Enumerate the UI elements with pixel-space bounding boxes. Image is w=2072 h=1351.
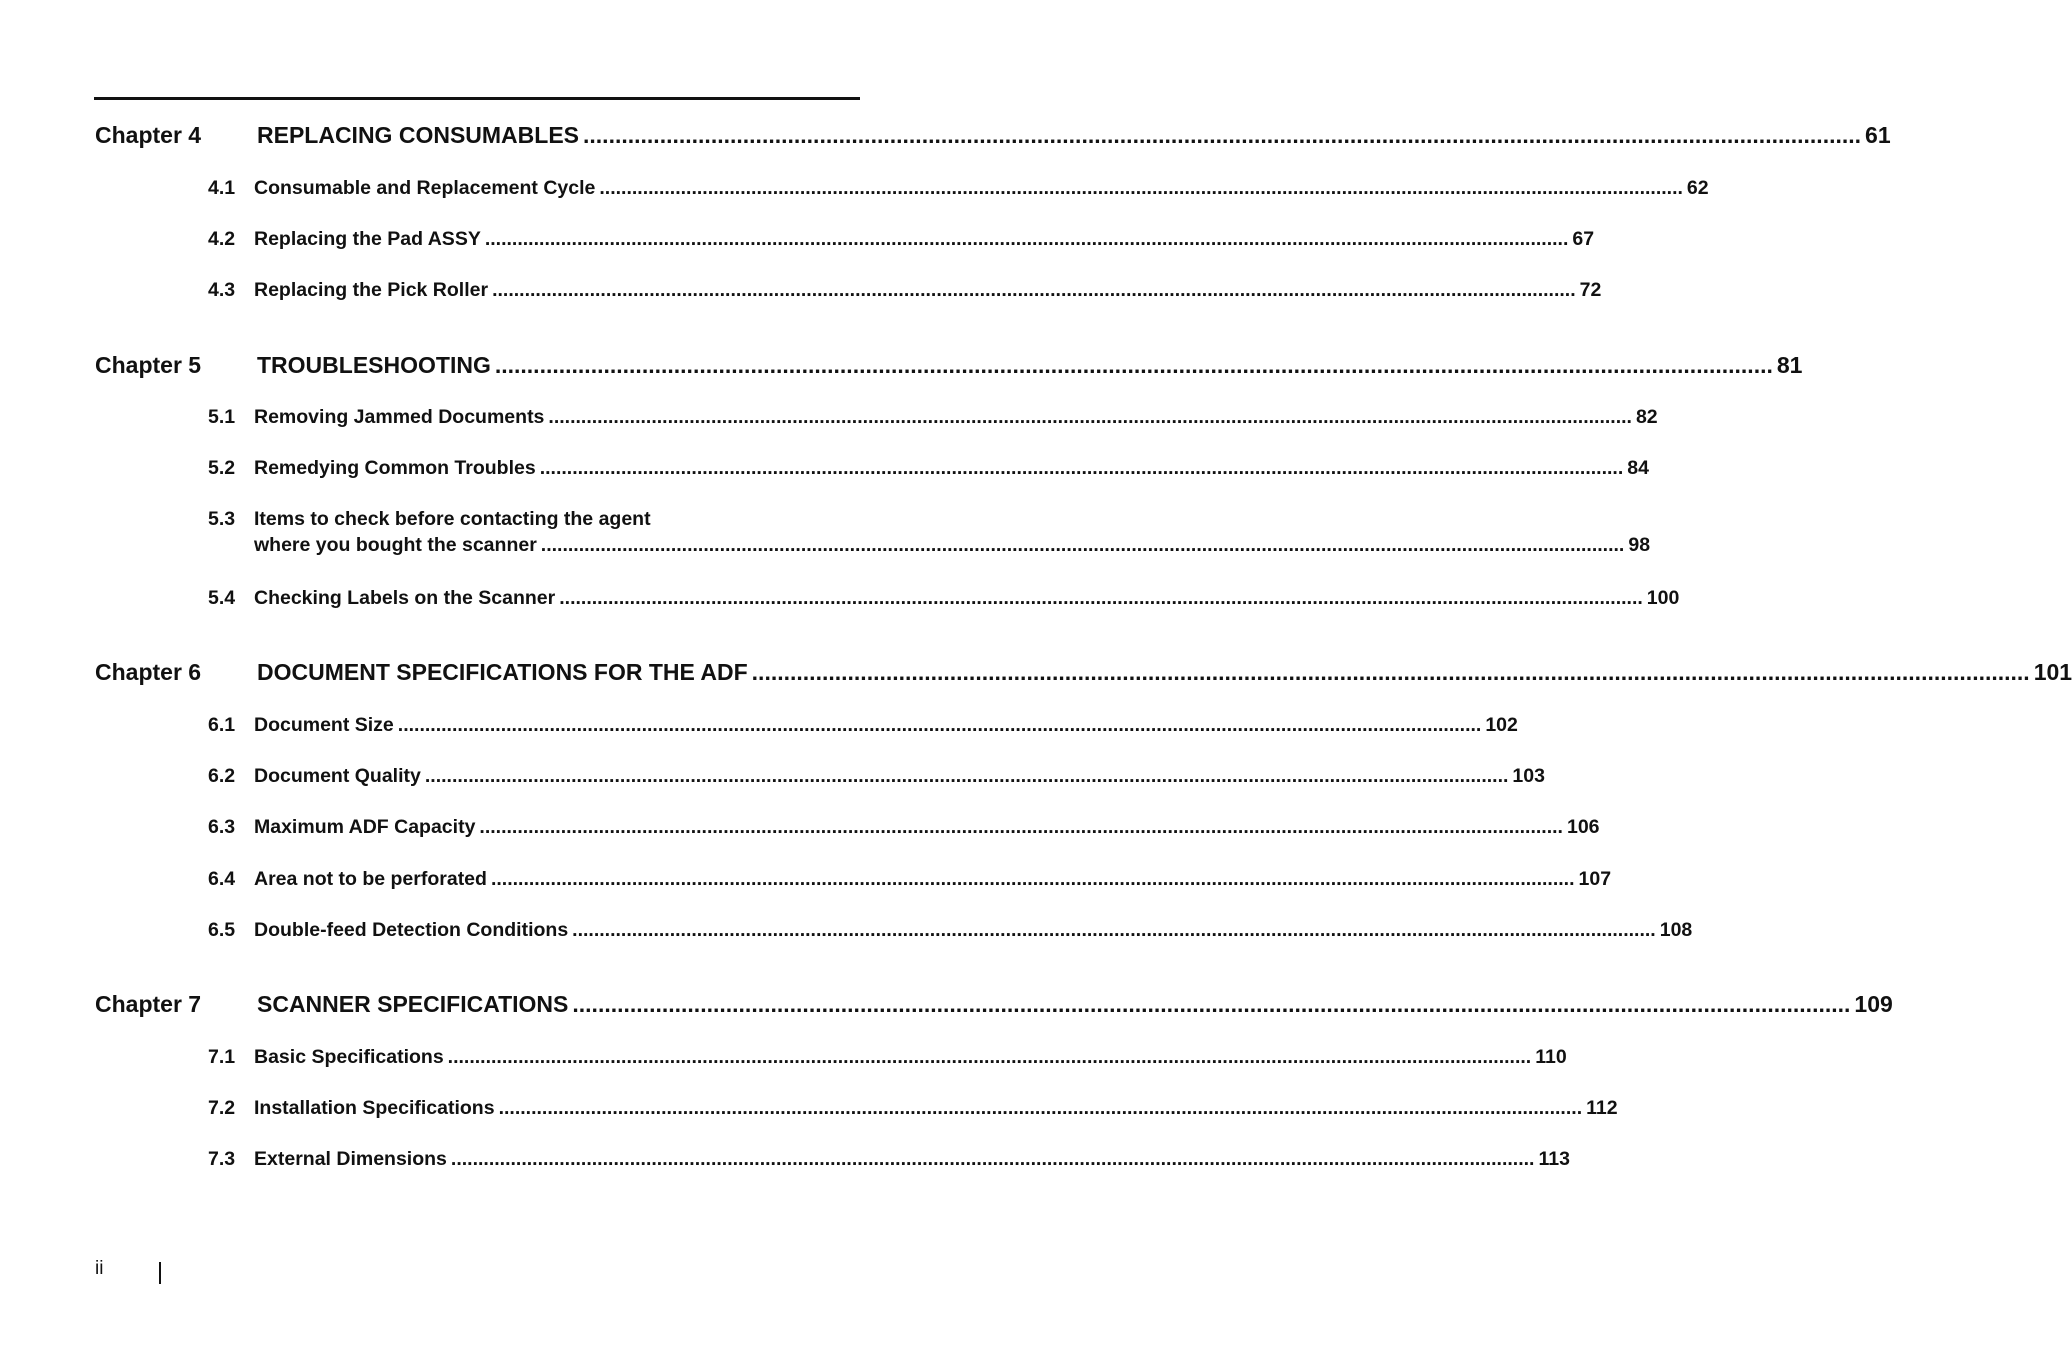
section-number: 4.2: [208, 228, 236, 250]
section-title: Area not to be perforated: [254, 868, 487, 890]
section-number: 7.2: [208, 1097, 236, 1119]
section-page-number: 107: [1578, 868, 1612, 890]
section-title-block: [254, 506, 1650, 560]
chapter-page-number: 109: [1854, 991, 1893, 1017]
section-number: 6.4: [208, 868, 236, 890]
section-title: Installation Specifications: [254, 1097, 495, 1119]
section-title: Consumable and Replacement Cycle: [254, 177, 596, 199]
dot-leader: [548, 406, 1632, 429]
dot-leader: [499, 1097, 1583, 1120]
section-title: Document Size: [254, 714, 394, 736]
chapter-page-number: 61: [1865, 122, 1891, 148]
chapter-title: TROUBLESHOOTING: [257, 352, 491, 378]
toc-section-6-3[interactable]: [208, 813, 1600, 839]
section-page-number: 102: [1485, 714, 1518, 736]
dot-leader: [540, 457, 1624, 480]
dot-leader: [479, 816, 1563, 839]
section-number: 6.1: [208, 714, 236, 736]
section-page-number: 98: [1628, 534, 1651, 556]
section-title-line1: Items to check before contacting the agent: [254, 508, 651, 530]
chapter-title: SCANNER SPECIFICATIONS: [257, 991, 569, 1017]
section-page-number: 108: [1659, 919, 1693, 941]
section-page-number: 113: [1538, 1148, 1570, 1170]
section-title: Double-feed Detection Conditions: [254, 919, 569, 941]
section-page-number: 106: [1566, 816, 1600, 838]
dot-leader: [572, 919, 1656, 942]
toc-section-4-2[interactable]: [208, 225, 1595, 251]
section-page-number: 103: [1512, 765, 1545, 787]
chapter-label: Chapter 6: [95, 659, 202, 685]
dot-leader: [492, 279, 1576, 302]
section-title: Document Quality: [254, 765, 421, 787]
section-number: 6.5: [208, 919, 236, 941]
section-title: Checking Labels on the Scanner: [254, 587, 556, 609]
chapter-label: Chapter 5: [95, 352, 202, 378]
section-title-line2-row: [254, 532, 1650, 558]
section-number: 5.3: [208, 508, 236, 530]
section-page-number: 72: [1579, 279, 1602, 301]
dot-leader: [559, 587, 1643, 610]
section-title: Maximum ADF Capacity: [254, 816, 476, 838]
toc-section-7-1[interactable]: [208, 1043, 1567, 1069]
dot-leader: [485, 228, 1569, 251]
dot-leader: [583, 122, 1861, 149]
toc-chapter-4[interactable]: [95, 117, 1891, 149]
dot-leader: [425, 765, 1509, 788]
toc-chapter-5[interactable]: [95, 347, 1803, 379]
toc-section-4-3[interactable]: [208, 276, 1602, 302]
chapter-label: Chapter 4: [95, 122, 202, 148]
section-page-number: 82: [1635, 406, 1658, 428]
section-title: Removing Jammed Documents: [254, 406, 545, 428]
section-page-number: 84: [1627, 457, 1649, 479]
chapter-title: REPLACING CONSUMABLES: [257, 122, 580, 148]
dot-leader: [491, 868, 1575, 891]
chapter-title: DOCUMENT SPECIFICATIONS FOR THE ADF: [257, 659, 748, 685]
toc-section-6-4[interactable]: [208, 865, 1612, 891]
section-number: 7.3: [208, 1148, 236, 1170]
section-page-number: 100: [1646, 587, 1680, 609]
section-title: External Dimensions: [254, 1148, 447, 1170]
section-title: Remedying Common Troubles: [254, 457, 536, 479]
dot-leader: [451, 1148, 1535, 1171]
toc-chapter-6[interactable]: [95, 654, 2072, 686]
section-number: 4.3: [208, 279, 236, 301]
section-number: 4.1: [208, 177, 236, 199]
section-title: Replacing the Pad ASSY: [254, 228, 481, 250]
section-number: 6.3: [208, 816, 236, 838]
dot-leader: [752, 659, 2030, 686]
toc-section-6-5[interactable]: [208, 916, 1693, 942]
section-page-number: 62: [1686, 177, 1709, 199]
toc-section-4-1[interactable]: [208, 174, 1709, 200]
dot-leader: [448, 1046, 1532, 1069]
dot-leader: [541, 532, 1625, 558]
chapter-page-number: 101: [2033, 659, 2072, 685]
section-page-number: 110: [1535, 1046, 1567, 1068]
toc-section-5-4[interactable]: [208, 584, 1680, 610]
section-number: 5.1: [208, 406, 236, 428]
section-page-number: 112: [1586, 1097, 1618, 1119]
dot-leader: [572, 991, 1850, 1018]
dot-leader: [495, 352, 1773, 379]
toc-section-7-3[interactable]: [208, 1145, 1570, 1171]
footer-divider: [159, 1262, 161, 1284]
footer-page-number: ii: [95, 1258, 104, 1279]
toc-section-6-1[interactable]: [208, 711, 1518, 737]
section-number: 5.4: [208, 587, 236, 609]
section-number: 5.2: [208, 457, 236, 479]
chapter-label: Chapter 7: [95, 991, 202, 1017]
section-title: Replacing the Pick Roller: [254, 279, 489, 301]
chapter-page-number: 81: [1776, 352, 1803, 378]
section-page-number: 67: [1572, 228, 1595, 250]
dot-leader: [599, 177, 1683, 200]
toc-section-7-2[interactable]: [208, 1094, 1618, 1120]
toc-section-6-2[interactable]: [208, 762, 1545, 788]
section-title: Basic Specifications: [254, 1046, 444, 1068]
section-number: 7.1: [208, 1046, 236, 1068]
toc-chapter-7[interactable]: [95, 986, 1893, 1018]
dot-leader: [398, 714, 1482, 737]
toc-section-5-3[interactable]: [208, 506, 1651, 560]
section-number: 6.2: [208, 765, 236, 787]
toc-section-5-1[interactable]: [208, 403, 1658, 429]
toc-section-5-2[interactable]: [208, 454, 1649, 480]
section-title-line2: where you bought the scanner: [254, 534, 537, 556]
